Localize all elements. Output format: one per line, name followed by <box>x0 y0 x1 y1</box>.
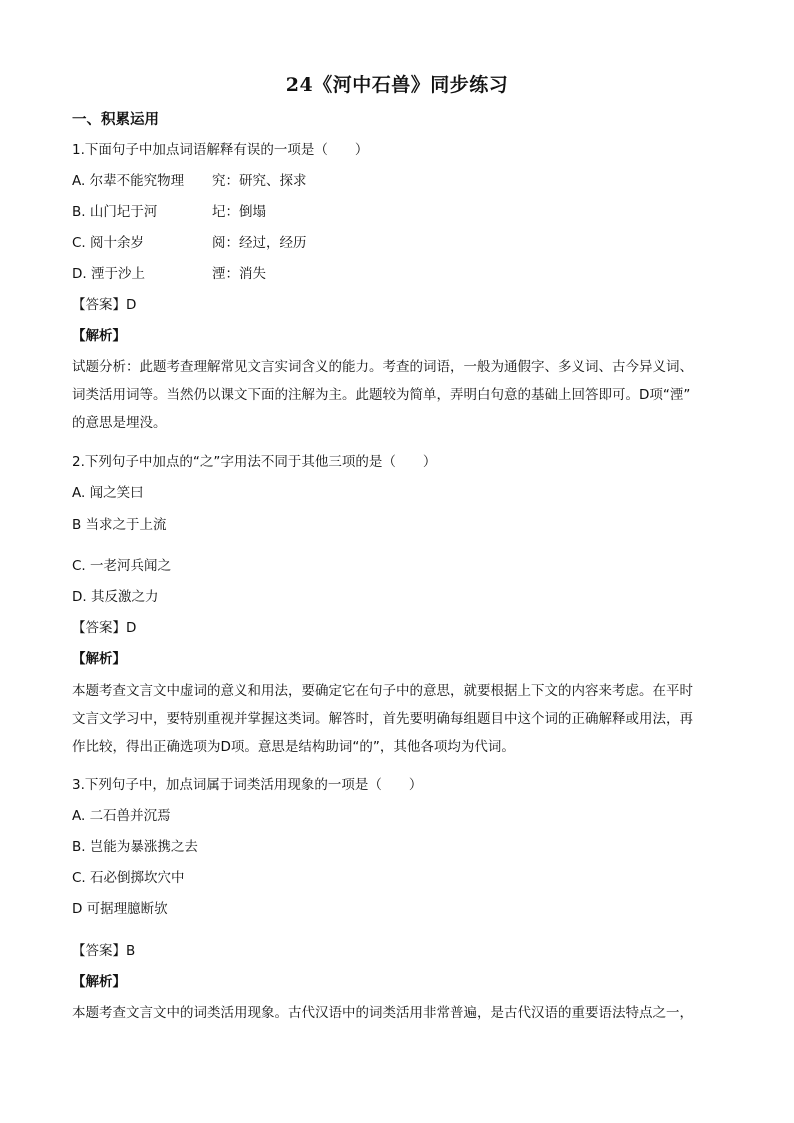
question-3-option-d: D 可据理臆断欤 <box>72 901 168 917</box>
option-label: B. 山门圮于河 <box>72 204 158 220</box>
option-label: A. 尔辈不能究物理 <box>72 173 185 189</box>
question-1-analysis <box>72 353 722 437</box>
analysis-line: 词类活用词等。当然仍以课文下面的注解为主。此题较为简单，弄明白句意的基础上回答即可。D项“湮” <box>72 387 691 403</box>
question-3-analysis <box>72 999 722 1027</box>
question-2-option-c: C. 一老河兵闻之 <box>72 558 172 574</box>
question-3-answer: 【答案】B <box>72 943 136 959</box>
question-1-option-b <box>72 202 266 222</box>
question-1-answer: 【答案】D <box>72 297 137 313</box>
question-1-option-a <box>72 171 307 191</box>
option-meaning: 湮：消失 <box>212 266 266 282</box>
question-2-analysis-label: 【解析】 <box>72 651 126 667</box>
section-heading: 一、积累运用 <box>72 112 159 128</box>
question-3-analysis-label: 【解析】 <box>72 974 126 990</box>
question-2-option-b: B 当求之于上流 <box>72 517 167 533</box>
analysis-line: 的意思是埋没。 <box>72 415 167 431</box>
question-3-option-a: A. 二石兽并沉焉 <box>72 808 171 824</box>
question-2-analysis <box>72 677 722 761</box>
question-1-stem: 1.下面句子中加点词语解释有误的一项是（ ） <box>72 142 369 158</box>
question-1-option-c <box>72 233 307 253</box>
option-label: C. 阅十余岁 <box>72 235 145 251</box>
question-2-option-a: A. 闻之笑曰 <box>72 485 144 501</box>
option-label: D. 湮于沙上 <box>72 266 145 282</box>
question-1-option-d <box>72 264 266 284</box>
option-meaning: 阅：经过，经历 <box>212 235 307 251</box>
question-2-stem: 2.下列句子中加点的“之”字用法不同于其他三项的是（ ） <box>72 454 437 470</box>
analysis-line: 本题考查文言文中的词类活用现象。古代汉语中的词类活用非常普遍，是古代汉语的重要语法特点之一， <box>72 1005 693 1021</box>
question-2-option-d: D. 其反激之力 <box>72 589 159 605</box>
analysis-line: 本题考查文言文中虚词的意义和用法，要确定它在句子中的意思，就要根据上下文的内容来考虑。在平时 <box>72 683 693 699</box>
question-2-answer: 【答案】D <box>72 620 137 636</box>
question-3-stem: 3.下列句子中，加点词属于词类活用现象的一项是（ ） <box>72 777 423 793</box>
analysis-line: 试题分析：此题考查理解常见文言实词含义的能力。考查的词语，一般为通假字、多义词、古今异义词、 <box>72 359 693 375</box>
analysis-line: 作比较，得出正确选项为D项。意思是结构助词“的”，其他各项均为代词。 <box>72 739 515 755</box>
option-meaning: 圮：倒塌 <box>212 204 266 220</box>
question-1-analysis-label: 【解析】 <box>72 328 126 344</box>
option-meaning: 究：研究、探求 <box>212 173 307 189</box>
question-3-option-c: C. 石必倒掷坎穴中 <box>72 870 185 886</box>
analysis-line: 文言文学习中，要特别重视并掌握这类词。解答时，首先要明确每组题目中这个词的正确解释或用法，再 <box>72 711 693 727</box>
page-title: 24《河中石兽》同步练习 <box>285 74 509 96</box>
question-3-option-b: B. 岂能为暴涨携之去 <box>72 839 198 855</box>
